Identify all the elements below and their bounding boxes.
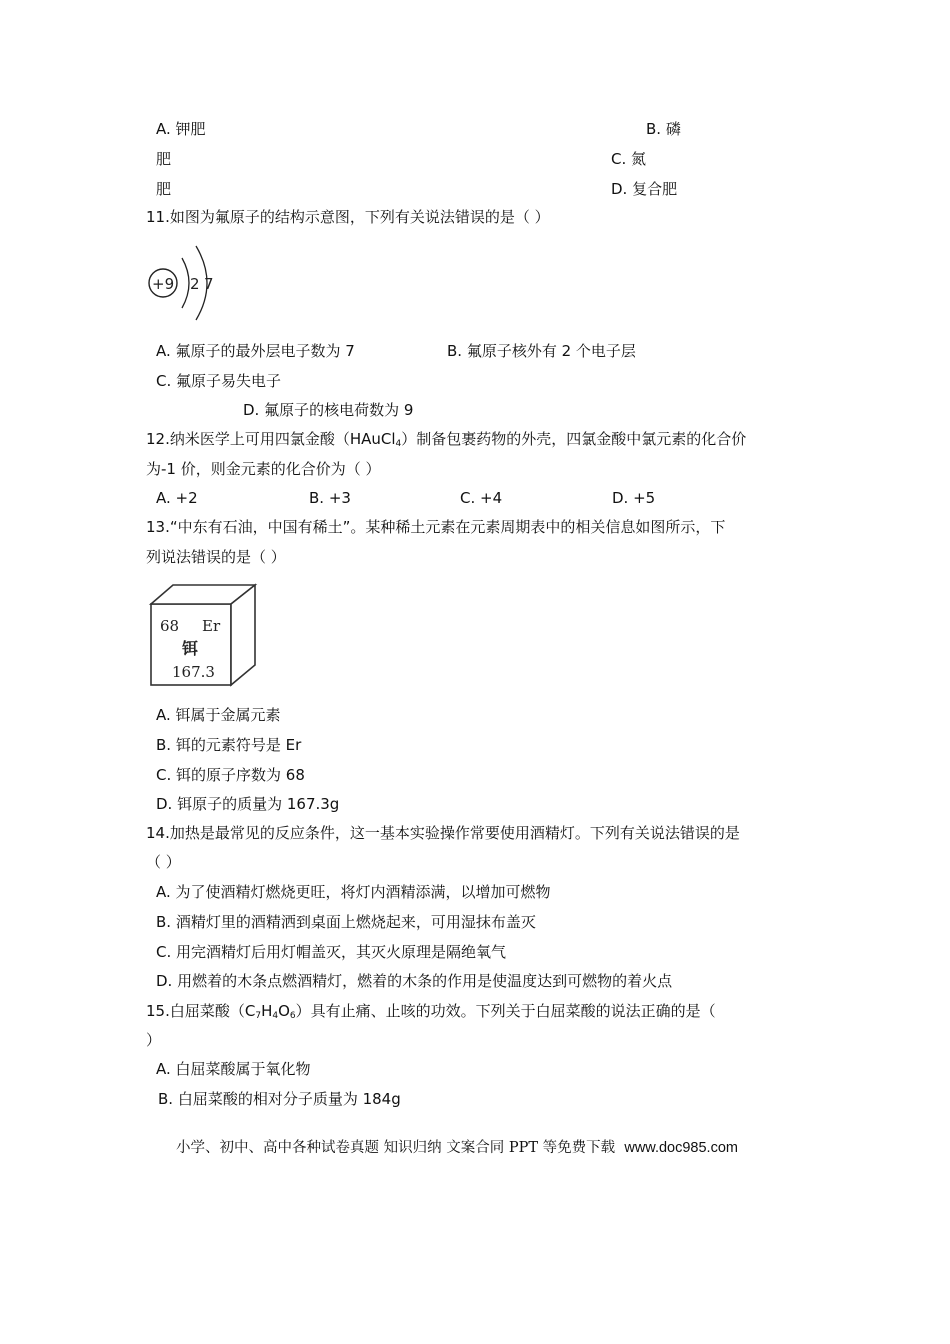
element-symbol: Er: [202, 617, 221, 635]
q11-option-b: B. 氟原子核外有 2 个电子层: [447, 342, 636, 360]
q11-option-d: D. 氟原子的核电荷数为 9: [243, 401, 414, 419]
q12-option-c: C. +4: [460, 489, 503, 507]
q12-stem-line2: 为-1 价，则金元素的化合价为（ ）: [146, 460, 381, 478]
q14-option-c: C. 用完酒精灯后用灯帽盖灭，其灭火原理是隔绝氧气: [156, 943, 507, 961]
q15-stem-line1: 15.白屈菜酸$(C_7H_4O_6)$具有止痛、止咳的功效。下列关于白屈菜酸的说法正确的是（: [146, 1002, 716, 1021]
q10-option-d: D. 复合肥: [611, 180, 678, 198]
q15-stem-line2: ）: [146, 1031, 162, 1049]
q10-option-b-tail: 肥: [156, 150, 172, 168]
q14-option-d: D. 用燃着的木条点燃酒精灯，燃着的木条的作用是使温度达到可燃物的着火点: [156, 972, 673, 990]
q13-stem-line2: 列说法错误的是（ ）: [146, 548, 286, 566]
q13-option-d: D. 铒原子的质量为 167.3g: [156, 795, 340, 813]
q10-option-b-head: B. 磷: [646, 120, 681, 138]
q11-option-a: A. 氟原子的最外层电子数为 7: [156, 342, 355, 360]
q14-stem-line2: （ ）: [146, 853, 181, 871]
q12-option-d: D. +5: [612, 489, 656, 507]
q12-stem-line1: 12.纳米医学上可用四氯金酸（HAuCl$_4$）制备包裹药物的外壳，四氯金酸中氯元素的化合价: [146, 430, 747, 449]
footer-text: 小学、初中、高中各种试卷真题 知识归纳 文案合同 PPT 等免费下载: [176, 1140, 616, 1156]
q13-option-a: A. 铒属于金属元素: [156, 706, 281, 724]
atomic-mass: 167.3: [172, 663, 215, 681]
shell-1-electrons: 2: [190, 275, 200, 293]
shell-2-electrons: 7: [204, 275, 214, 293]
q10-option-c-head: C. 氮: [611, 150, 647, 168]
q15-option-b: B. 白屈菜酸的相对分子质量为 184g: [158, 1090, 401, 1108]
atom-structure-diagram: [144, 240, 224, 326]
q13-stem-line1: 13.“中东有石油，中国有稀土”。某种稀土元素在元素周期表中的相关信息如图所示，下: [146, 518, 726, 536]
q14-option-b: B. 酒精灯里的酒精洒到桌面上燃烧起来，可用湿抹布盖灭: [156, 913, 536, 931]
q14-stem-line1: 14.加热是最常见的反应条件，这一基本实验操作常要使用酒精灯。下列有关说法错误的是: [146, 824, 740, 842]
q10-option-c-tail: 肥: [156, 180, 172, 198]
atomic-number: 68: [160, 617, 180, 635]
q12-option-b: B. +3: [309, 489, 351, 507]
element-name: 铒: [182, 639, 199, 658]
q10-option-a: A. 钾肥: [156, 120, 206, 138]
footer-link[interactable]: www.doc985.com: [624, 1140, 738, 1156]
page-footer: [176, 1138, 738, 1158]
element-card-diagram: [148, 582, 260, 688]
q13-option-c: C. 铒的原子序数为 68: [156, 766, 305, 784]
q15-option-a: A. 白屈菜酸属于氧化物: [156, 1060, 311, 1078]
nucleus-charge-label: +9: [152, 275, 175, 293]
q14-option-a: A. 为了使酒精灯燃烧更旺，将灯内酒精添满，以增加可燃物: [156, 883, 551, 901]
shell-1-arc: [182, 258, 189, 308]
q11-stem: 11.如图为氟原子的结构示意图，下列有关说法错误的是（ ）: [146, 208, 550, 226]
q11-option-c: C. 氟原子易失电子: [156, 372, 282, 390]
q12-option-a: A. +2: [156, 489, 198, 507]
q13-option-b: B. 铒的元素符号是 Er: [156, 736, 302, 754]
